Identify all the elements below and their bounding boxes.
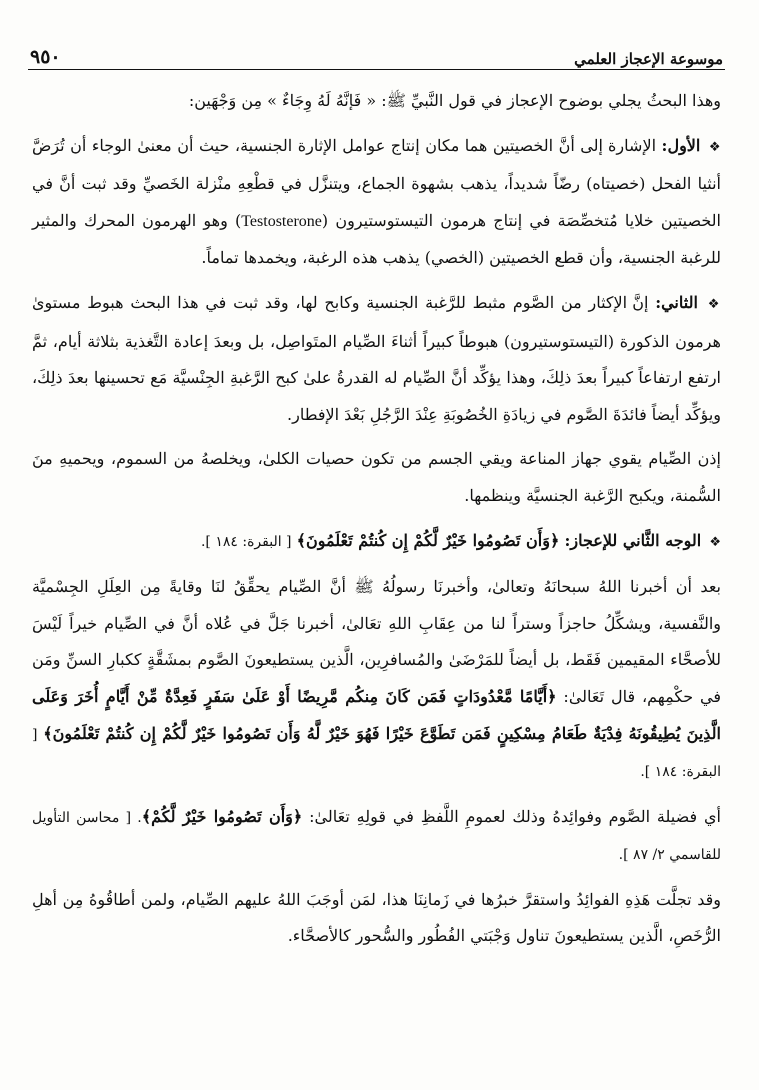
body-paragraph xyxy=(32,569,721,791)
final-text: وقد تجلَّت هَذِهِ الفوائِدُ واستقرَّ خبرُها في زَمانِنَا هذا، لمَن أوجَبَ اللهُ عليهم الصِّيام، ولمن أطاقُوهُ مِن أهلِ الرُّخَصِ، الَّذين يستطيعونَ تناول وَجْبَتي الفُطُور والسُّحور كالأصحَّاء. xyxy=(32,889,721,946)
virtue-text: أي فضيلة الصَّوم وفوائِدهُ وذلك لعمومِ اللَّفظِ في قولِهِ تعَالىٰ: xyxy=(309,806,721,826)
intro-paragraph xyxy=(32,83,721,120)
first-point-text-a: الإشارة إلى أنَّ الخصيتين هما مكان إنتاج عوامل الإثارة الجنسية، حيث أن معنىٰ الوجاء أن تُرَضَّ أنثيا الفحل (خصيتاه) رضّاً شديداً، يذهب بشهوة الجماع، ويتنزَّل في قطْعِهِ منْزلة الخَصيِّ وقد ثبت أنَّ في الخصيتين خلايا مُتخصِّصَة في إنتاج هرمون التيستوستيرون ( xyxy=(32,135,721,230)
second-point-text: إنَّ الإكثار من الصَّوم مثبط للرَّغبة الجنسية وكابح لها، وقد ثبت في هذا البحث هبوط مستوىٰ هرمون الذكورة (التيستوستيرون) هبوطاً كبيراً أثناءَ الصِّيام المتَواصِل، بل وبعدَ إعادة التَّغذية بثلاثة أيام، ثمَّ ارتفع ارتفاعاً كبيراً بعدَ ذلِكَ، وهذا يؤكِّد أنَّ الصِّيام له القدرةُ علىٰ كبح الرَّغبةِ الجِنْسيَّة مَع تحسينها بعدَ ذلِكَ، ويؤكِّد أيضاً فائدَةَ الصَّوم في زيادَةِ الخُصُوبَةِ عِنْدَ الرَّجُلِ بَعْدَ الإفطار. xyxy=(32,292,721,424)
virtue-reference: . [ محاسن التأويل للقاسمي ٢/ ٨٧ ]. xyxy=(32,809,721,864)
second-aspect-label: الوجه الثَّاني للإعجاز: xyxy=(564,530,702,550)
body-text: بعد أن أخبرنا اللهُ سبحانَهُ وتعالىٰ، وأخبرنَا رسولُهُ ﷺ أنَّ الصِّيام يحقِّقُ لنَا وقايةً مِن العِلَلِ الجِسْميَّة والنَّفسية، ويشكِّلُ حاجزاً وستراً لنا من عِقَابِ اللهِ تعَالىٰ، أخبرنا جَلَّ في عُلاه أنَّ في الصِّيام خيراً لَيْسَ للأصحَّاء المقيمين فَقَط، بل أيضاً للمَرْضَىٰ والمُسافرِين، الَّذين يستطيعونَ الصَّوم بمشَقَّةٍ ككبارِ السنِّ ومَن في حكْمِهم، قال تَعَالىٰ: xyxy=(32,577,722,706)
second-point-paragraph xyxy=(32,285,721,433)
virtue-verse: ﴿وَأَن تَصُومُوا خَيْرٌ لَّكُمْ﴾ xyxy=(141,806,303,826)
body-verse: ﴿أَيَّامًا مَّعْدُودَاتٍ فَمَن كَانَ مِنكُم مَّرِيضًا أَوْ عَلَىٰ سَفَرٍ فَعِدَّةٌ مِّنْ أَيَّامٍ أُخَرَ وَعَلَى الَّذِينَ يُطِيقُونَهُ فِدْيَةٌ طَعَامُ مِسْكِينٍ فَمَن تَطَوَّعَ خَيْرًا فَهُوَ خَيْرٌ لَّهُ وَأَن تَصُومُوا خَيْرٌ لَّكُمْ إِن كُنتُمْ تَعْلَمُونَ﴾ xyxy=(32,686,721,743)
diamond-bullet-icon: ❖ xyxy=(708,139,721,155)
second-point-label: الثاني: xyxy=(655,292,698,312)
first-point-latin-term: Testosterone xyxy=(241,212,322,230)
first-point-paragraph xyxy=(32,128,721,277)
second-aspect-heading xyxy=(32,523,721,562)
first-point-text-b: ) وهو الهرمون المحرك والمثير للرغبة الجنسية، وأن قطع الخصيتين (الخصي) يذهب هذه الرغبة، ويخمدها تماماً. xyxy=(32,210,721,268)
final-paragraph xyxy=(32,882,721,955)
first-point-label: الأول: xyxy=(661,135,701,155)
diamond-bullet-icon: ❖ xyxy=(707,296,722,312)
body-reference: [ البقرة: ١٨٤ ]. xyxy=(32,726,721,781)
intro-text: وهذا البحثُ يجلي بوضوح الإعجاز في قول النَّبيِّ ﷺ: « فَإنَّهُ لَهُ وِجَاءٌ » مِن وَجْهَين: xyxy=(188,91,721,110)
second-aspect-verse: ﴿وَأَن تَصُومُوا خَيْرٌ لَّكُمْ إِن كُنتُمْ تَعْلَمُونَ﴾ xyxy=(296,530,560,550)
running-title: موسوعة الإعجاز العلمي xyxy=(574,50,723,68)
conclusion-text: إذن الصِّيام يقوي جهاز المناعة ويقي الجسم من تكون حصيات الكلىٰ، ويخلصهُ من السموم، ويحميهِ منَ السُّمنة، ويكبح الرَّغبة الجنسيَّة وينظمها. xyxy=(32,449,721,505)
header-divider xyxy=(28,69,725,70)
page-number: ٩٥٠ xyxy=(30,46,61,68)
page-header xyxy=(30,38,723,68)
conclusion-paragraph xyxy=(32,441,721,514)
page-body xyxy=(32,83,721,963)
diamond-bullet-icon: ❖ xyxy=(709,534,721,550)
virtue-paragraph xyxy=(32,799,721,874)
second-aspect-reference: [ البقرة: ١٨٤ ]. xyxy=(200,533,292,550)
